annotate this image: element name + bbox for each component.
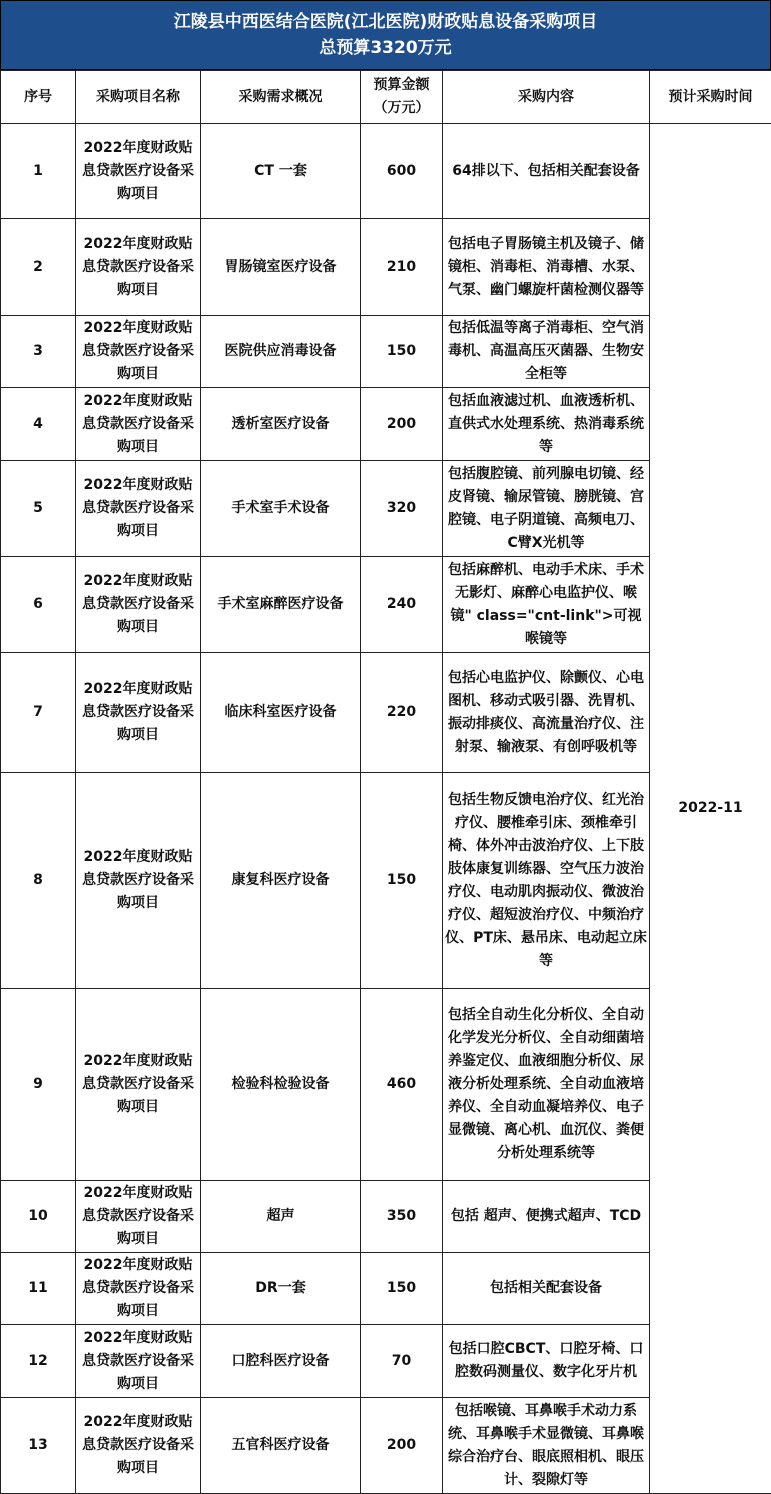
title-line-2: 总预算3320万元 xyxy=(319,35,451,61)
cell-need: DR一套 xyxy=(201,1253,361,1325)
cell-no: 12 xyxy=(1,1325,76,1398)
header-row xyxy=(1,71,771,124)
cell-no: 4 xyxy=(1,388,76,461)
cell-need: 医院供应消毒设备 xyxy=(201,316,361,388)
cell-project: 2022年度财政贴息贷款医疗设备采购项目 xyxy=(76,388,201,461)
cell-content: 包括心电监护仪、除颤仪、心电图机、移动式吸引器、洗胃机、振动排痰仪、高流量治疗仪、注射泵、输液泵、有创呼吸机等 xyxy=(443,653,650,773)
cell-project: 2022年度财政贴息贷款医疗设备采购项目 xyxy=(76,316,201,388)
cell-need: 胃肠镜室医疗设备 xyxy=(201,219,361,316)
cell-content: 包括全自动生化分析仪、全自动化学发光分析仪、全自动细菌培养鉴定仪、血液细胞分析仪、尿液分析处理系统、全自动血液培养仪、全自动血凝培养仪、电子显微镜、离心机、血沉仪、粪便分析处理系统等 xyxy=(443,989,650,1181)
cell-project: 2022年度财政贴息贷款医疗设备采购项目 xyxy=(76,1398,201,1494)
header-budget-line1: 预算金额 xyxy=(365,74,438,97)
cell-budget: 210 xyxy=(361,219,443,316)
cell-need: 口腔科医疗设备 xyxy=(201,1325,361,1398)
cell-content: 64排以下、包括相关配套设备 xyxy=(443,124,650,219)
cell-content: 包括喉镜、耳鼻喉手术动力系统、耳鼻喉手术显微镜、耳鼻喉综合治疗台、眼底照相机、眼压计、裂隙灯等 xyxy=(443,1398,650,1494)
cell-project: 2022年度财政贴息贷款医疗设备采购项目 xyxy=(76,219,201,316)
cell-project: 2022年度财政贴息贷款医疗设备采购项目 xyxy=(76,557,201,653)
cell-need: 临床科室医疗设备 xyxy=(201,653,361,773)
cell-need: 五官科医疗设备 xyxy=(201,1398,361,1494)
cell-need: 超声 xyxy=(201,1181,361,1253)
cell-need: 手术室麻醉医疗设备 xyxy=(201,557,361,653)
cell-project: 2022年度财政贴息贷款医疗设备采购项目 xyxy=(76,989,201,1181)
cell-no: 8 xyxy=(1,773,76,989)
cell-budget: 200 xyxy=(361,388,443,461)
header-content: 采购内容 xyxy=(443,71,650,124)
cell-content: 包括麻醉机、电动手术床、手术无影灯、麻醉心电监护仪、喉镜" class="cnt-link">可视喉镜等 xyxy=(443,557,650,653)
cell-no: 3 xyxy=(1,316,76,388)
header-budget-line2: （万元） xyxy=(365,97,438,120)
cell-content: 包括血液滤过机、血液透析机、直供式水处理系统、热消毒系统等 xyxy=(443,388,650,461)
title-line-1: 江陵县中西医结合医院(江北医院)财政贴息设备采购项目 xyxy=(174,9,598,35)
cell-no: 1 xyxy=(1,124,76,219)
cell-content: 包括生物反馈电治疗仪、红光治疗仪、腰椎牵引床、颈椎牵引椅、体外冲击波治疗仪、上下肢肢体康复训练器、空气压力波治疗仪、电动肌肉振动仪、微波治疗仪、超短波治疗仪、中频治疗仪、PT床、悬吊床、电动起立床等 xyxy=(443,773,650,989)
cell-project: 2022年度财政贴息贷款医疗设备采购项目 xyxy=(76,653,201,773)
cell-budget: 150 xyxy=(361,316,443,388)
cell-need: CT 一套 xyxy=(201,124,361,219)
cell-need: 透析室医疗设备 xyxy=(201,388,361,461)
cell-budget: 600 xyxy=(361,124,443,219)
cell-budget: 150 xyxy=(361,1253,443,1325)
cell-no: 9 xyxy=(1,989,76,1181)
cell-content: 包括 超声、便携式超声、TCD xyxy=(443,1181,650,1253)
cell-no: 11 xyxy=(1,1253,76,1325)
cell-budget: 240 xyxy=(361,557,443,653)
header-project: 采购项目名称 xyxy=(76,71,201,124)
table-body xyxy=(1,124,771,1494)
cell-project: 2022年度财政贴息贷款医疗设备采购项目 xyxy=(76,124,201,219)
cell-no: 2 xyxy=(1,219,76,316)
cell-need: 手术室手术设备 xyxy=(201,461,361,557)
cell-need: 检验科检验设备 xyxy=(201,989,361,1181)
cell-no: 6 xyxy=(1,557,76,653)
procurement-table xyxy=(0,70,771,1494)
cell-no: 10 xyxy=(1,1181,76,1253)
cell-project: 2022年度财政贴息贷款医疗设备采购项目 xyxy=(76,461,201,557)
cell-budget: 70 xyxy=(361,1325,443,1398)
header-time: 预计采购时间 xyxy=(650,71,771,124)
cell-budget: 460 xyxy=(361,989,443,1181)
cell-content: 包括低温等离子消毒柜、空气消毒机、高温高压灭菌器、生物安全柜等 xyxy=(443,316,650,388)
cell-no: 5 xyxy=(1,461,76,557)
cell-budget: 350 xyxy=(361,1181,443,1253)
header-need: 采购需求概况 xyxy=(201,71,361,124)
table-title xyxy=(0,0,771,70)
cell-no: 7 xyxy=(1,653,76,773)
cell-budget: 320 xyxy=(361,461,443,557)
cell-content: 包括腹腔镜、前列腺电切镜、经皮肾镜、输尿管镜、膀胱镜、宫腔镜、电子阴道镜、高频电刀、C臂X光机等 xyxy=(443,461,650,557)
header-budget xyxy=(361,71,443,124)
cell-need: 康复科医疗设备 xyxy=(201,773,361,989)
cell-content: 包括口腔CBCT、口腔牙椅、口腔数码测量仪、数字化牙片机 xyxy=(443,1325,650,1398)
cell-purchase-time: 2022-11 xyxy=(650,124,771,1494)
cell-content: 包括电子胃肠镜主机及镜子、储镜柜、消毒柜、消毒槽、水泵、气泵、幽门螺旋杆菌检测仪器等 xyxy=(443,219,650,316)
cell-budget: 150 xyxy=(361,773,443,989)
cell-budget: 220 xyxy=(361,653,443,773)
cell-project: 2022年度财政贴息贷款医疗设备采购项目 xyxy=(76,1325,201,1398)
cell-content: 包括相关配套设备 xyxy=(443,1253,650,1325)
cell-no: 13 xyxy=(1,1398,76,1494)
table-row xyxy=(1,124,771,219)
cell-project: 2022年度财政贴息贷款医疗设备采购项目 xyxy=(76,773,201,989)
cell-project: 2022年度财政贴息贷款医疗设备采购项目 xyxy=(76,1253,201,1325)
cell-budget: 200 xyxy=(361,1398,443,1494)
header-no: 序号 xyxy=(1,71,76,124)
cell-project: 2022年度财政贴息贷款医疗设备采购项目 xyxy=(76,1181,201,1253)
